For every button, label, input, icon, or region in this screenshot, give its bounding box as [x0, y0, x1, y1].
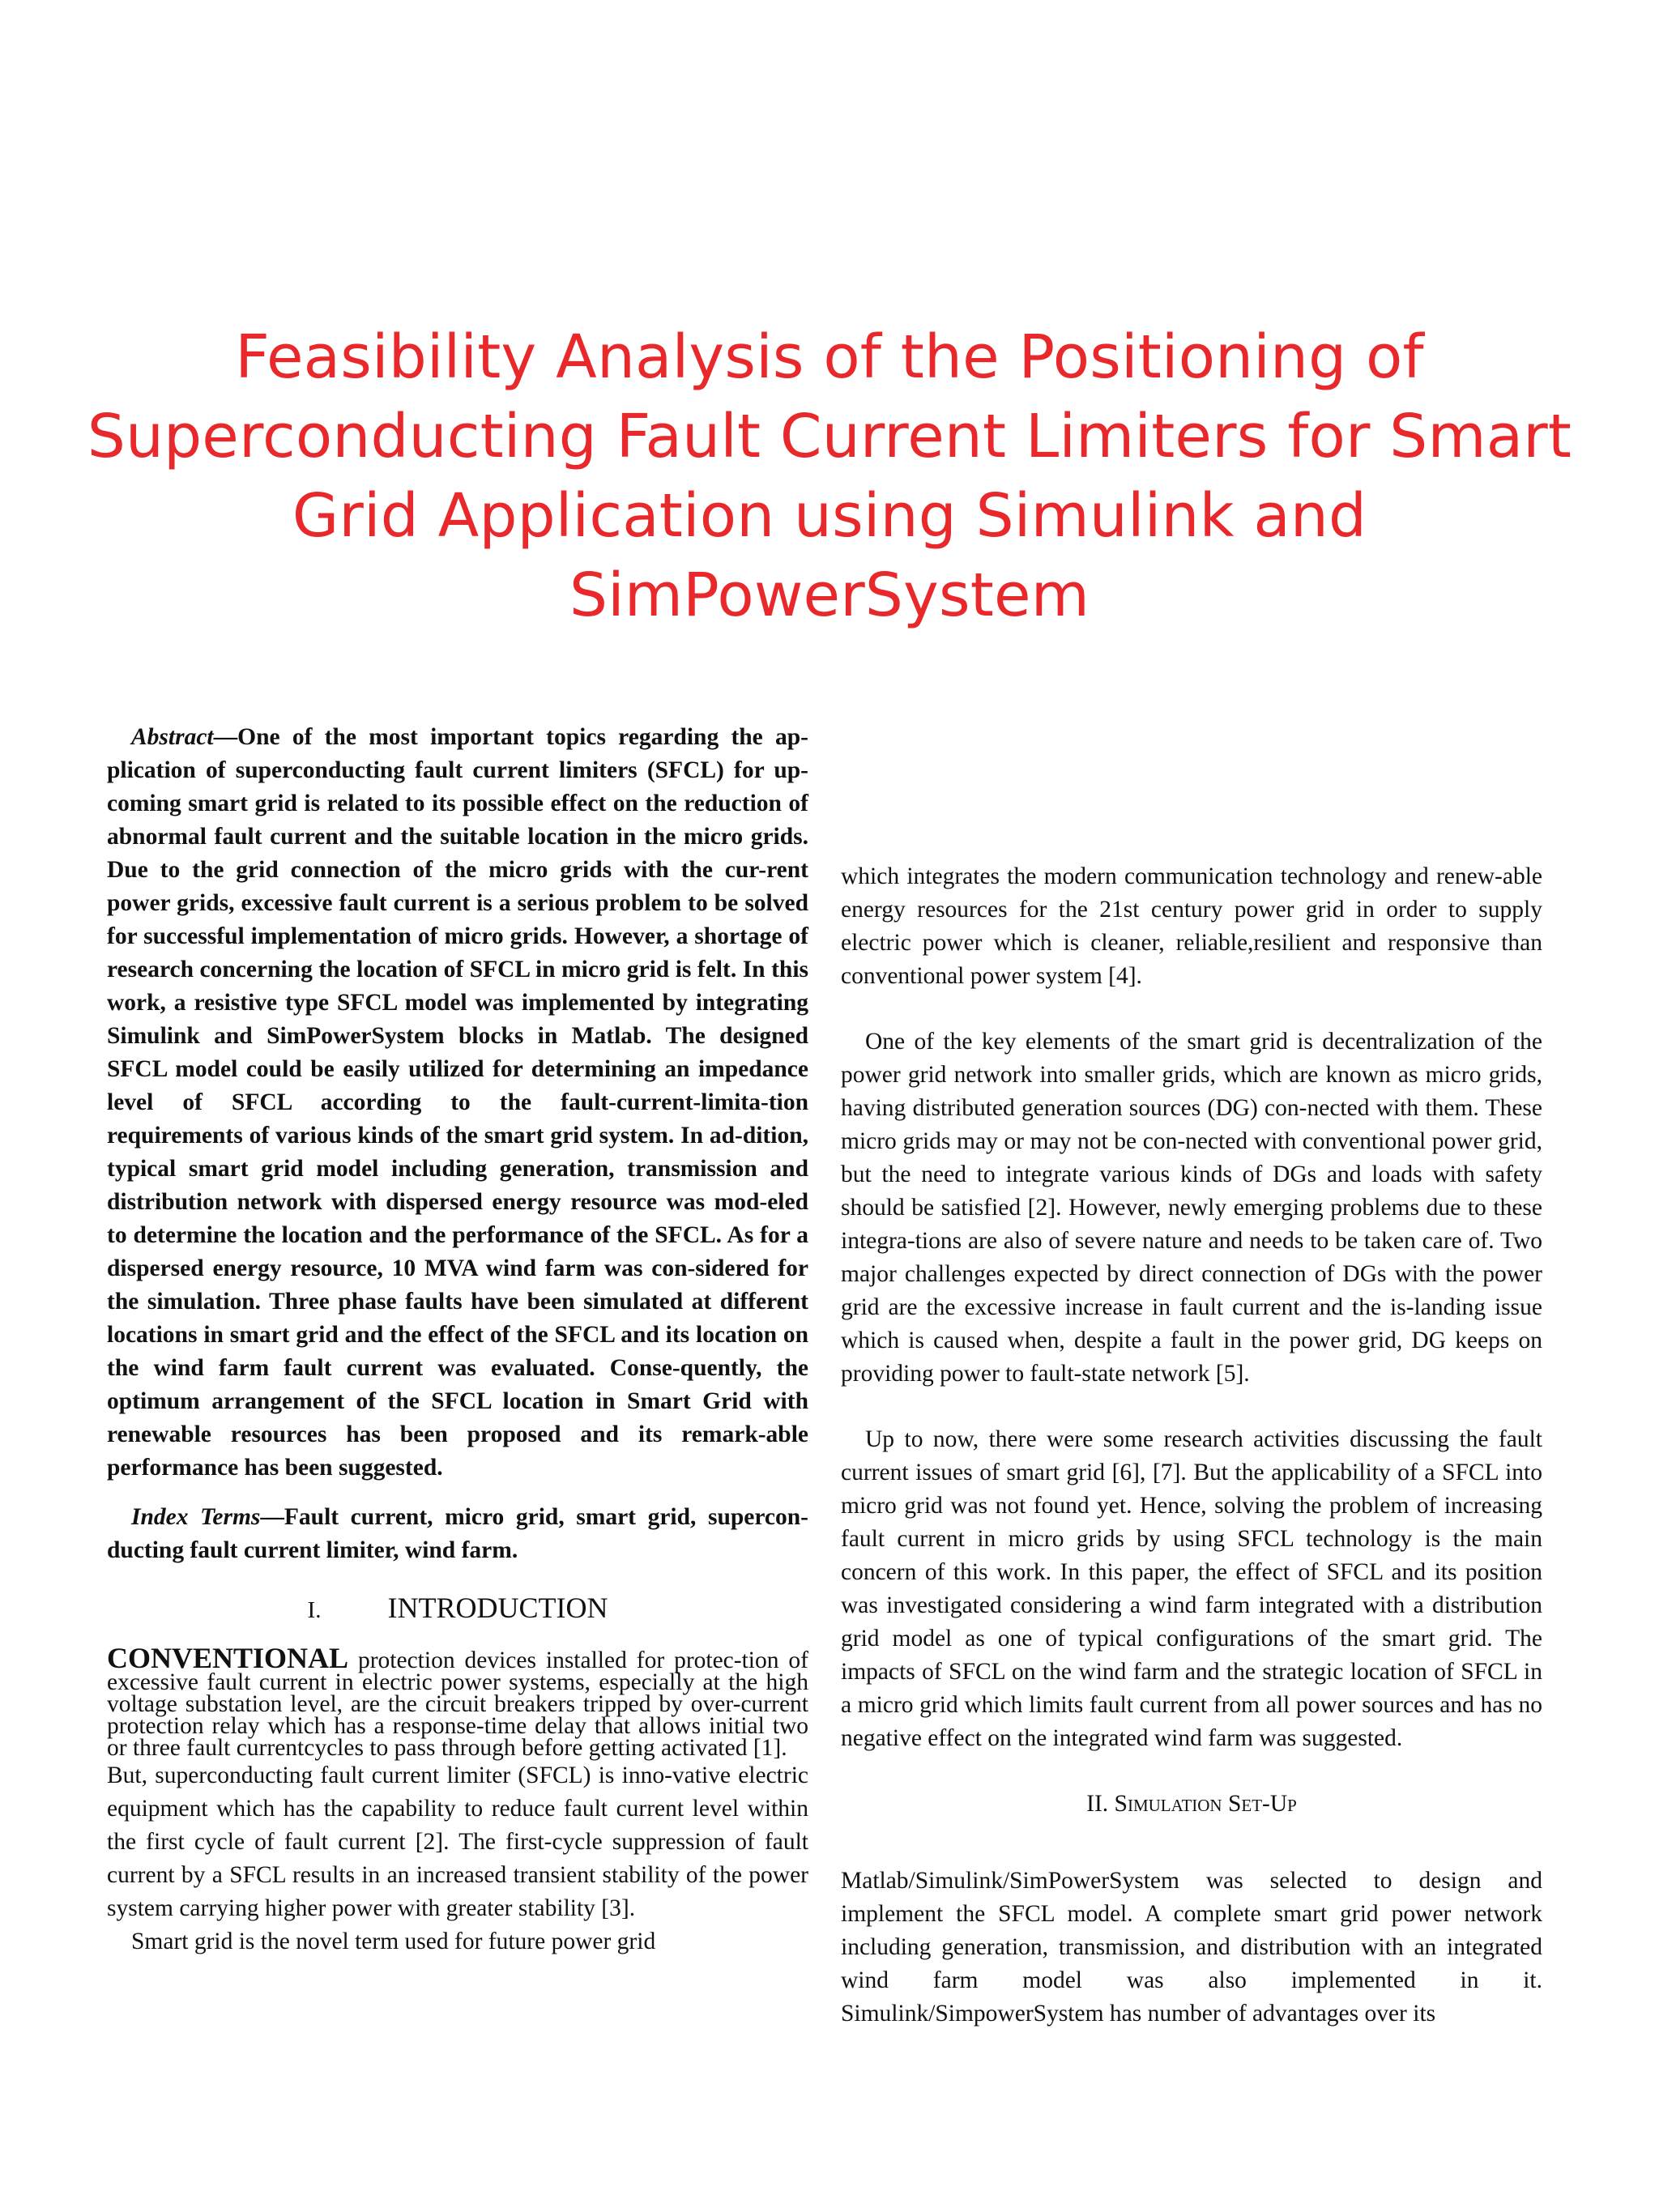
abstract-text: —One of the most important topics regarding the ap-plication of superconducting fault current limiters (SFCL) for up-coming smart grid is related to its possible effect on the reduction of abnormal fault current and the suitable location in the micro grids. Due to the grid connection of the micro grids with the cur-rent power grids, excessive fault current is a serious problem to be solved for successful implementation of micro grids. However, a shortage of research concerning the location of SFCL in micro grid is felt. In this work, a resistive type SFCL model was implemented by integrating Simulink and SimPowerSystem blocks in Matlab. The designed SFCL model could be easily utilized for determining an impedance level of SFCL according to the fault-current-limita-tion requirements of various kinds of the smart grid system. In ad-dition, typical smart grid model including generation, transmission and distribution network with dispersed energy resource was mod-eled to determine the location and the performance of the SFCL. As for a dispersed energy resource, 10 MVA wind farm was con-sidered for the simulation. Three phase faults have been simulated at different locations in smart grid and the effect of the SFCL and its location on the wind farm fault current was evaluated. Conse-quently, the optimum arrangement of the SFCL location in Smart Grid with renewable resources has been proposed and its remark-able performance has been suggested. [107, 724, 808, 1481]
title-line: Grid Application using Simulink and [292, 481, 1367, 551]
section-number: I. [307, 1597, 322, 1623]
right-paragraph-2: One of the key elements of the smart grid is decentralization of the power grid network into smaller grids, which are known as micro grids, having distributed generation sources (DG) con-nected with them. These micro grids may or may not be con-nected with conventional power grid, but the need to integrate various kinds of DGs and loads with safety should be satisfied [2]. However, newly emerging problems due to these integra-tions are also of severe nature and needs to be taken care of. Two major challenges expected by direct connection of DGs with the power grid are the excessive increase in fault current and the is-landing issue which is caused when, despite a fault in the power grid, DG keeps on providing power to fault-state network [5]. [841, 1029, 1542, 1387]
left-column [107, 721, 808, 1958]
title-line: Superconducting Fault Current Limiters for Smart [87, 402, 1572, 471]
title-line: Feasibility Analysis of the Positioning of [235, 322, 1424, 392]
intro-paragraph-1 [107, 1642, 808, 1761]
index-terms-text: —Fault current, micro grid, smart grid, supercon-ducting fault current limiter, wind farm. [107, 1504, 809, 1563]
right-column [841, 860, 1542, 2063]
right-paragraph-4: Matlab/Simulink/SimPowerSystem was selected to design and implement the SFCL model. A complete smart grid power network including generation, transmission, and distribution with an integrated wind farm model was also implemented in it. Simulink/SimpowerSystem has number of advantages over its [841, 1868, 1542, 2027]
drop-cap-word: CONVENTIONAL [107, 1642, 349, 1674]
section-heading-introduction [107, 1588, 808, 1630]
paper-title [65, 318, 1594, 635]
intro-paragraph-2: But, superconducting fault current limiter (SFCL) is inno-vative electric equipment which has the capability to reduce fault current level within the first cycle of fault current [2]. The first-cycle suppression of fault current by a SFCL results in an increased transient stability of the power system carrying higher power with greater stability [3]. [107, 1762, 808, 1921]
index-terms-label: Index Terms [131, 1504, 261, 1530]
intro-paragraph-1-text: protection devices installed for protec-tion of excessive fault current in electric power systems, especially at the high voltage substation level, are the circuit breakers tripped by over-current protection relay which has a response-time delay that allows initial two or three fault currentcycles to pass through before getting activated [1]. [107, 1647, 808, 1761]
section-title: INTRODUCTION [387, 1592, 608, 1624]
abstract-label: Abstract [131, 724, 214, 750]
abstract [107, 721, 808, 1485]
section-heading-simulation-setup: II. Simulation Set-Up [1086, 1791, 1297, 1817]
right-paragraph-1: which integrates the modern communication technology and renew-able energy resources for the 21st century power grid in order to supply electric power which is cleaner, reliable,resilient and responsive than conventional power system [4]. [841, 863, 1542, 989]
index-terms [107, 1501, 808, 1567]
title-line: SimPowerSystem [569, 560, 1090, 630]
intro-paragraph-3: Smart grid is the novel term used for future power grid [131, 1929, 656, 1954]
right-paragraph-3: Up to now, there were some research activities discussing the fault current issues of smart grid [6], [7]. But the applicability of a SFCL into micro grid was not found yet. Hence, solving the problem of increasing fault current in micro grids by using SFCL technology is the main concern of this work. In this paper, the effect of SFCL and its position was investigated considering a wind farm integrated with a distribution grid model as one of typical configurations of the smart grid. The impacts of SFCL on the wind farm and the strategic location of SFCL in a micro grid which limits fault current from all power sources and has no negative effect on the integrated wind farm was suggested. [841, 1426, 1542, 1751]
